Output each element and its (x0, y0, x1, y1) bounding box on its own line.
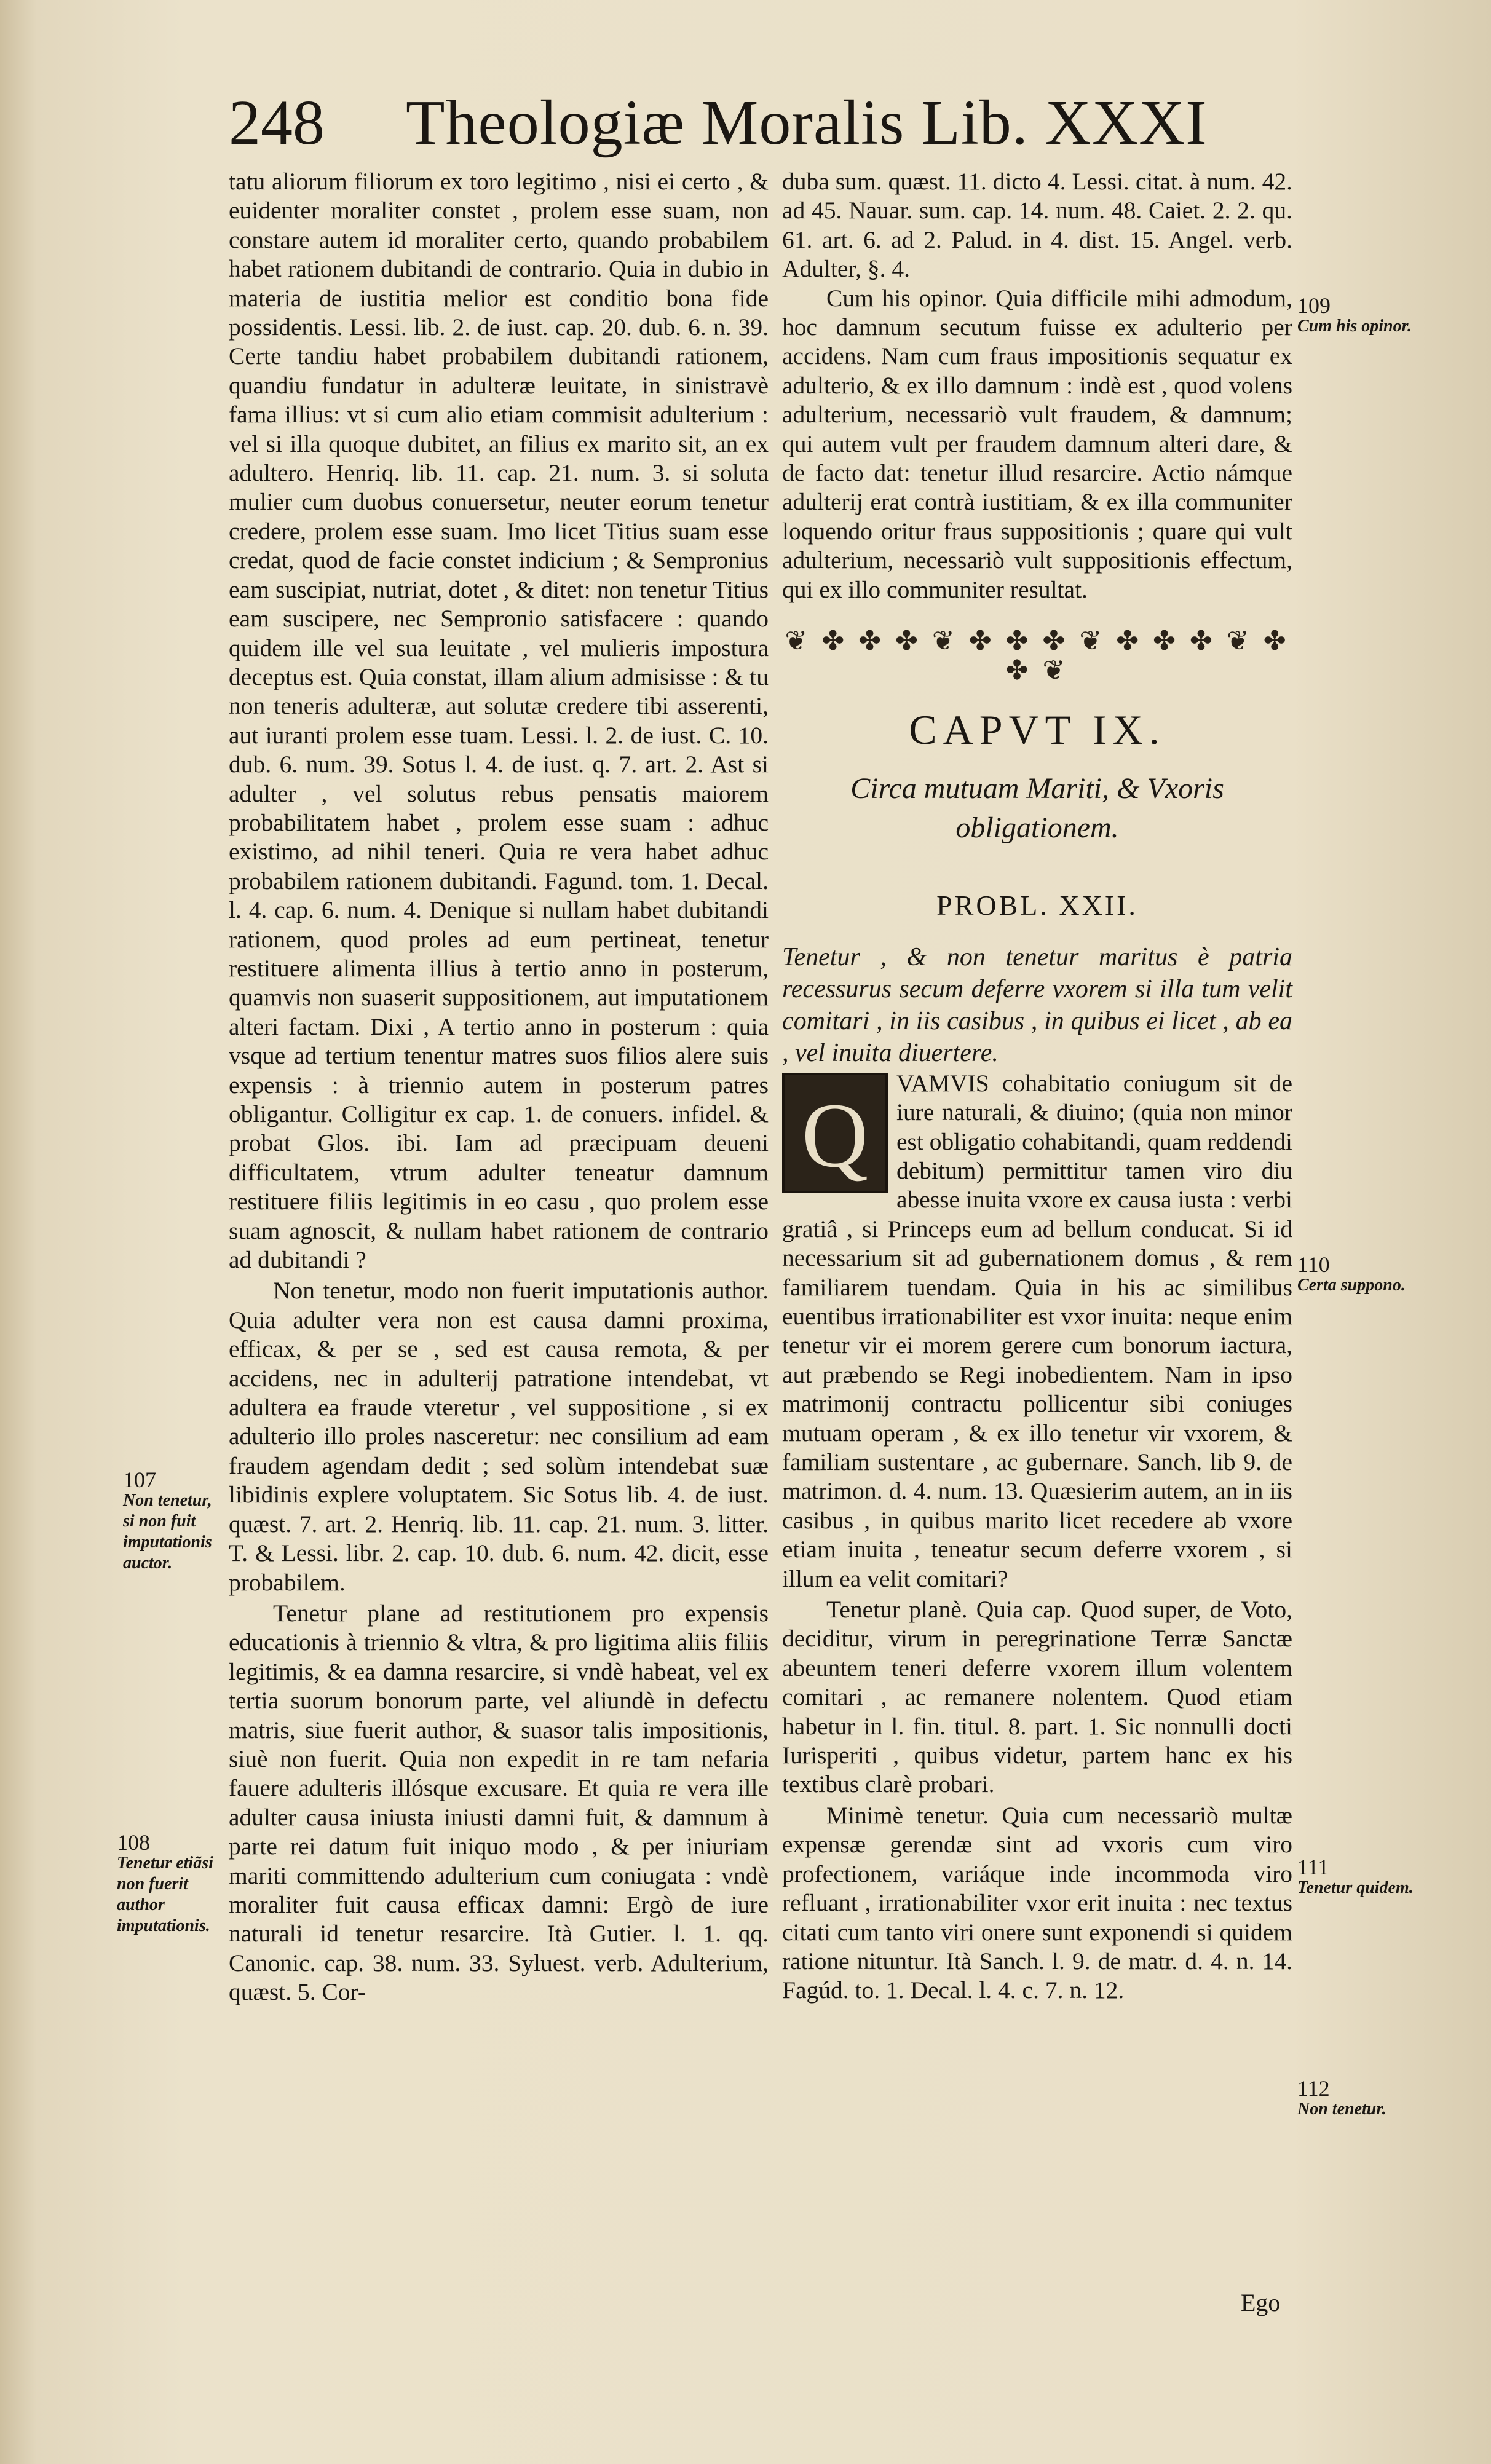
margin-note-number: 111 (1297, 1855, 1329, 1879)
paragraph: tatu aliorum filiorum ex toro legitimo , nisi ei certo , & euidenter moraliter constet , prolem esse suam, non constare autem id moraliter certo, quando probabilem habet rationem dubitandi de contrario. Quia in dubio in materia de iustitia melior est conditio bona fide possidentis. Lessi. lib. 2. de iust. cap. 20. dub. 6. n. 39. Certe tandiu habet probabilem dubitandi rationem, quandiu fundatur in adulteræ leuitate, in sinistravè fama illius: vt si cum alio etiam commisit adulterium : vel si illa quoque dubitet, an filius ex marito sit, an ex adultero. Henriq. lib. 11. cap. 21. num. 3. si soluta mulier cum duobus conuersetur, neuter eorum tenetur credere, prolem esse suam. Imo licet Titius suam esse credat, quod de facie constet indicium ; & Sempronius eam suscipiat, nutriat, dotet , & ditet: non tenetur Titius eam suscipere, nec Sempronio satisfacere : quando quidem ille vel sua leuitate , vel mulieris impostura deceptus est. Quia constat, illam alium admisisse : & tu non teneris adulteræ, aut solutæ credere tibi asserenti, aut iuranti prolem esse tuam. Lessi. l. 2. de iust. C. 10. dub. 6. num. 39. Sotus l. 4. de iust. q. 7. art. 2. Ast si adulter , vel solutus rebus pensatis maiorem probabilitatem habet , prolem esse suam : adhuc existimo, ad nihil teneri. Quia re vera habet adhuc probabilem rationem dubitandi. Fagund. tom. 1. Decal. l. 4. cap. 6. num. 4. Denique si nullam habet dubitandi rationem, quod proles ad eum pertineat, tenetur restituere alimenta illius à tertio anno in posterum, quamvis non suaserit suppositionem, aut imputationem alteri factam. Dixi , A tertio anno in posterum : quia vsque ad tertium tenentur matres suos filios alere suis expensis : à triennio autem in posterum patres obligantur. Colligitur ex cap. 1. de conuers. infidel. & probat Glos. ibi. Iam ad præcipuam deueni difficultatem, vtrum adulter teneatur damnum restituere filiis legitimis in eo casu , quo prolem esse suam agnoscit, & nullam habet rationem de contrario ad dubitandi ? (229, 168, 769, 1274)
margin-note-number: 107 (123, 1467, 156, 1492)
paragraph: duba sum. quæst. 11. dicto 4. Lessi. citat. à num. 42. ad 45. Nauar. sum. cap. 14. num. 48. Caiet. 2. 2. qu. 61. art. 6. ad 2. Palud. in 4. dist. 15. Angel. verb. Adulter, §. 4. (782, 168, 1292, 283)
initial-paragraph-block (782, 1069, 1292, 1593)
catchword: Ego (1241, 2289, 1281, 2316)
margin-note (1297, 295, 1420, 337)
margin-note (1297, 1254, 1420, 1296)
paragraph: Minimè tenetur. Quia cum necessariò multæ expensæ gerendæ sint ad vxoris cum viro profectionem, variáque inde incommoda viro refluant , irrationabiliter vxor erit inuita : nec textus citati cum tanto viri onere sunt exponendi si quidem ratione nituntur. Ità Sanch. l. 9. de matr. d. 4. n. 14. Fagúd. to. 1. Decal. l. 4. c. 7. n. 12. (782, 1801, 1292, 2004)
margin-note (123, 1469, 227, 1574)
margin-note-label: Cum his opinor. (1297, 317, 1412, 336)
margin-note-label: Certa suppono. (1297, 1276, 1406, 1295)
margin-note-number: 108 (117, 1830, 150, 1855)
margin-note-number: 112 (1297, 2076, 1330, 2101)
page-number: 248 (229, 87, 325, 158)
paragraph: Tenetur planè. Quia cap. Quod super, de Voto, deciditur, virum in peregrinatione Terræ Sanctæ abeuntem teneri deferre vxorem illum volentem comitari , ac remanere nolentem. Quod etiam habetur in l. fin. titul. 8. part. 1. Sic nonnulli docti Iurisperiti , quibus videtur, partem hanc ex his textibus clarè probari. (782, 1596, 1292, 1798)
margin-note-number: 110 (1297, 1252, 1330, 1277)
margin-note-label: Tenetur quidem. (1297, 1878, 1414, 1897)
chapter-heading: CAPVT IX. (909, 706, 1166, 753)
margin-note-label: Tenetur etiãsi non fuerit author imputationis. (117, 1854, 213, 1935)
paragraph: Non tenetur, modo non fuerit imputationis author. Quia adulter vera non est causa damni proxima, efficax, & per se , sed est causa remota, & per accidens, nec in adulterij patratione intendebat, vt adultera ea fraude vteretur , vel suppositione , si ex adulterio illo proles nasceretur: nec consilium ad eam fraudem agendam dedit ; sed solùm intendebat suæ libidinis explere voluptatem. Sic Sotus lib. 4. de iust. quæst. 7. art. 2. Henriq. lib. 11. cap. 21. num. 3. litter. T. & Lessi. libr. 2. cap. 10. dub. 6. num. 42. dicit, esse probabilem. (229, 1277, 769, 1596)
page-header (229, 80, 1286, 160)
margin-note (1297, 2078, 1420, 2120)
paragraph: Cum his opinor. Quia difficile mihi admodum, hoc damnum secutum fuisse ex adulterio per accidens. Nam cum fraus impositionis sequatur ex adulterio, & ex illo damnum : indè est , quod volens adulterium, necessariò vult fraudem, & damnum; qui autem vult per fraudem damnum alteri dare, & de facto dat: tenetur illud resarcire. Actio námque adulterij erat contrà iustitiam, & ex illa communiter loquendo oritur fraus suppositionis ; quare qui vult adulterium, necessariò vult suppositionis effectum, qui ex illo communiter resultat. (782, 284, 1292, 603)
chapter-subtitle: Circa mutuam Mariti, & Vxoris obligationem. (850, 772, 1224, 845)
right-column (782, 167, 1292, 2005)
running-title: Theologiæ Moralis Lib. XXXI (406, 87, 1208, 158)
margin-note (1297, 1857, 1420, 1898)
problem-statement: Tenetur , & non tenetur maritus è patria recessurus secum deferre vxorem si illa tum velit comitari , in iis casibus , in quibus ei licet , ab ea , vel inuita diuertere. (782, 942, 1292, 1067)
paragraph: Tenetur plane ad restitutionem pro expensis educationis à triennio & vltra, & pro ligitima aliis filiis legitimis, & ea damna resarcire, si vndè habeat, vel ex tertia suorum bonorum parte, vel aliundè in defectu matris, siue fuerit author, & suasor talis impositionis, siuè non fuerit. Quia non expedit in re tam nefaria fauere adulteris illósque excusare. Et quia re vera ille adulter causa iniusta iniusti damni fuit, & damnum à parte rei datum fuit iniquo modo , & per iniuriam mariti committendo adulterium cum coniugata : vndè moraliter fuit causa efficax damni: Ergò de iure naturali id tenetur resarcire. Ità Gutier. l. 1. qq. Canonic. cap. 38. num. 33. Syluest. verb. Adulterium, quæst. 5. Cor- (229, 1599, 769, 2006)
ornament-band: ❦ ✤ ✤ ✤ ❦ ✤ ✤ ✤ ❦ ✤ ✤ ✤ ❦ ✤ ✤ ❦ (785, 626, 1290, 685)
paragraph: VAMVIS cohabitatio coniugum sit de iure naturali, & diuino; (quia non minor est obligatio cohabitandi, quam reddendi debitum) permittitur tamen viro diu abesse inuita vxore ex causa iusta : verbi gratiâ , si Princeps eum ad bellum conducat. Si id necessarium sit ad gubernationem domus , & rem familiarem tuendam. Quia in his ac similibus euentibus irrationabiliter est vxor inuita: neque enim tenetur vir ei morem gerere cum bonorum iactura, aut præbendo se Regi inobedientem. Nam in ipso matrimonij contractu pollicentur sibi coniuges mutuam operam , & ex illo tenetur vir vxorem, & familiam sustentare , ac gubernare. Sanch. lib 9. de matrimon. d. 4. num. 13. Quæsierim autem, an in iis casibus , in quibus marito licet recedere ab vxore etiam inuita , teneatur secum deferre vxorem , si illum ea velit comitari? (782, 1069, 1292, 1592)
margin-note-label: Non tenetur, si non fuit imputationis auctor. (123, 1491, 212, 1573)
margin-note-label: Non tenetur. (1297, 2099, 1386, 2118)
problem-heading: PROBL. XXII. (936, 890, 1138, 922)
left-column (229, 167, 769, 2007)
margin-note-number: 109 (1297, 293, 1331, 318)
margin-note (117, 1832, 227, 1937)
decorated-initial: Q (782, 1073, 888, 1193)
